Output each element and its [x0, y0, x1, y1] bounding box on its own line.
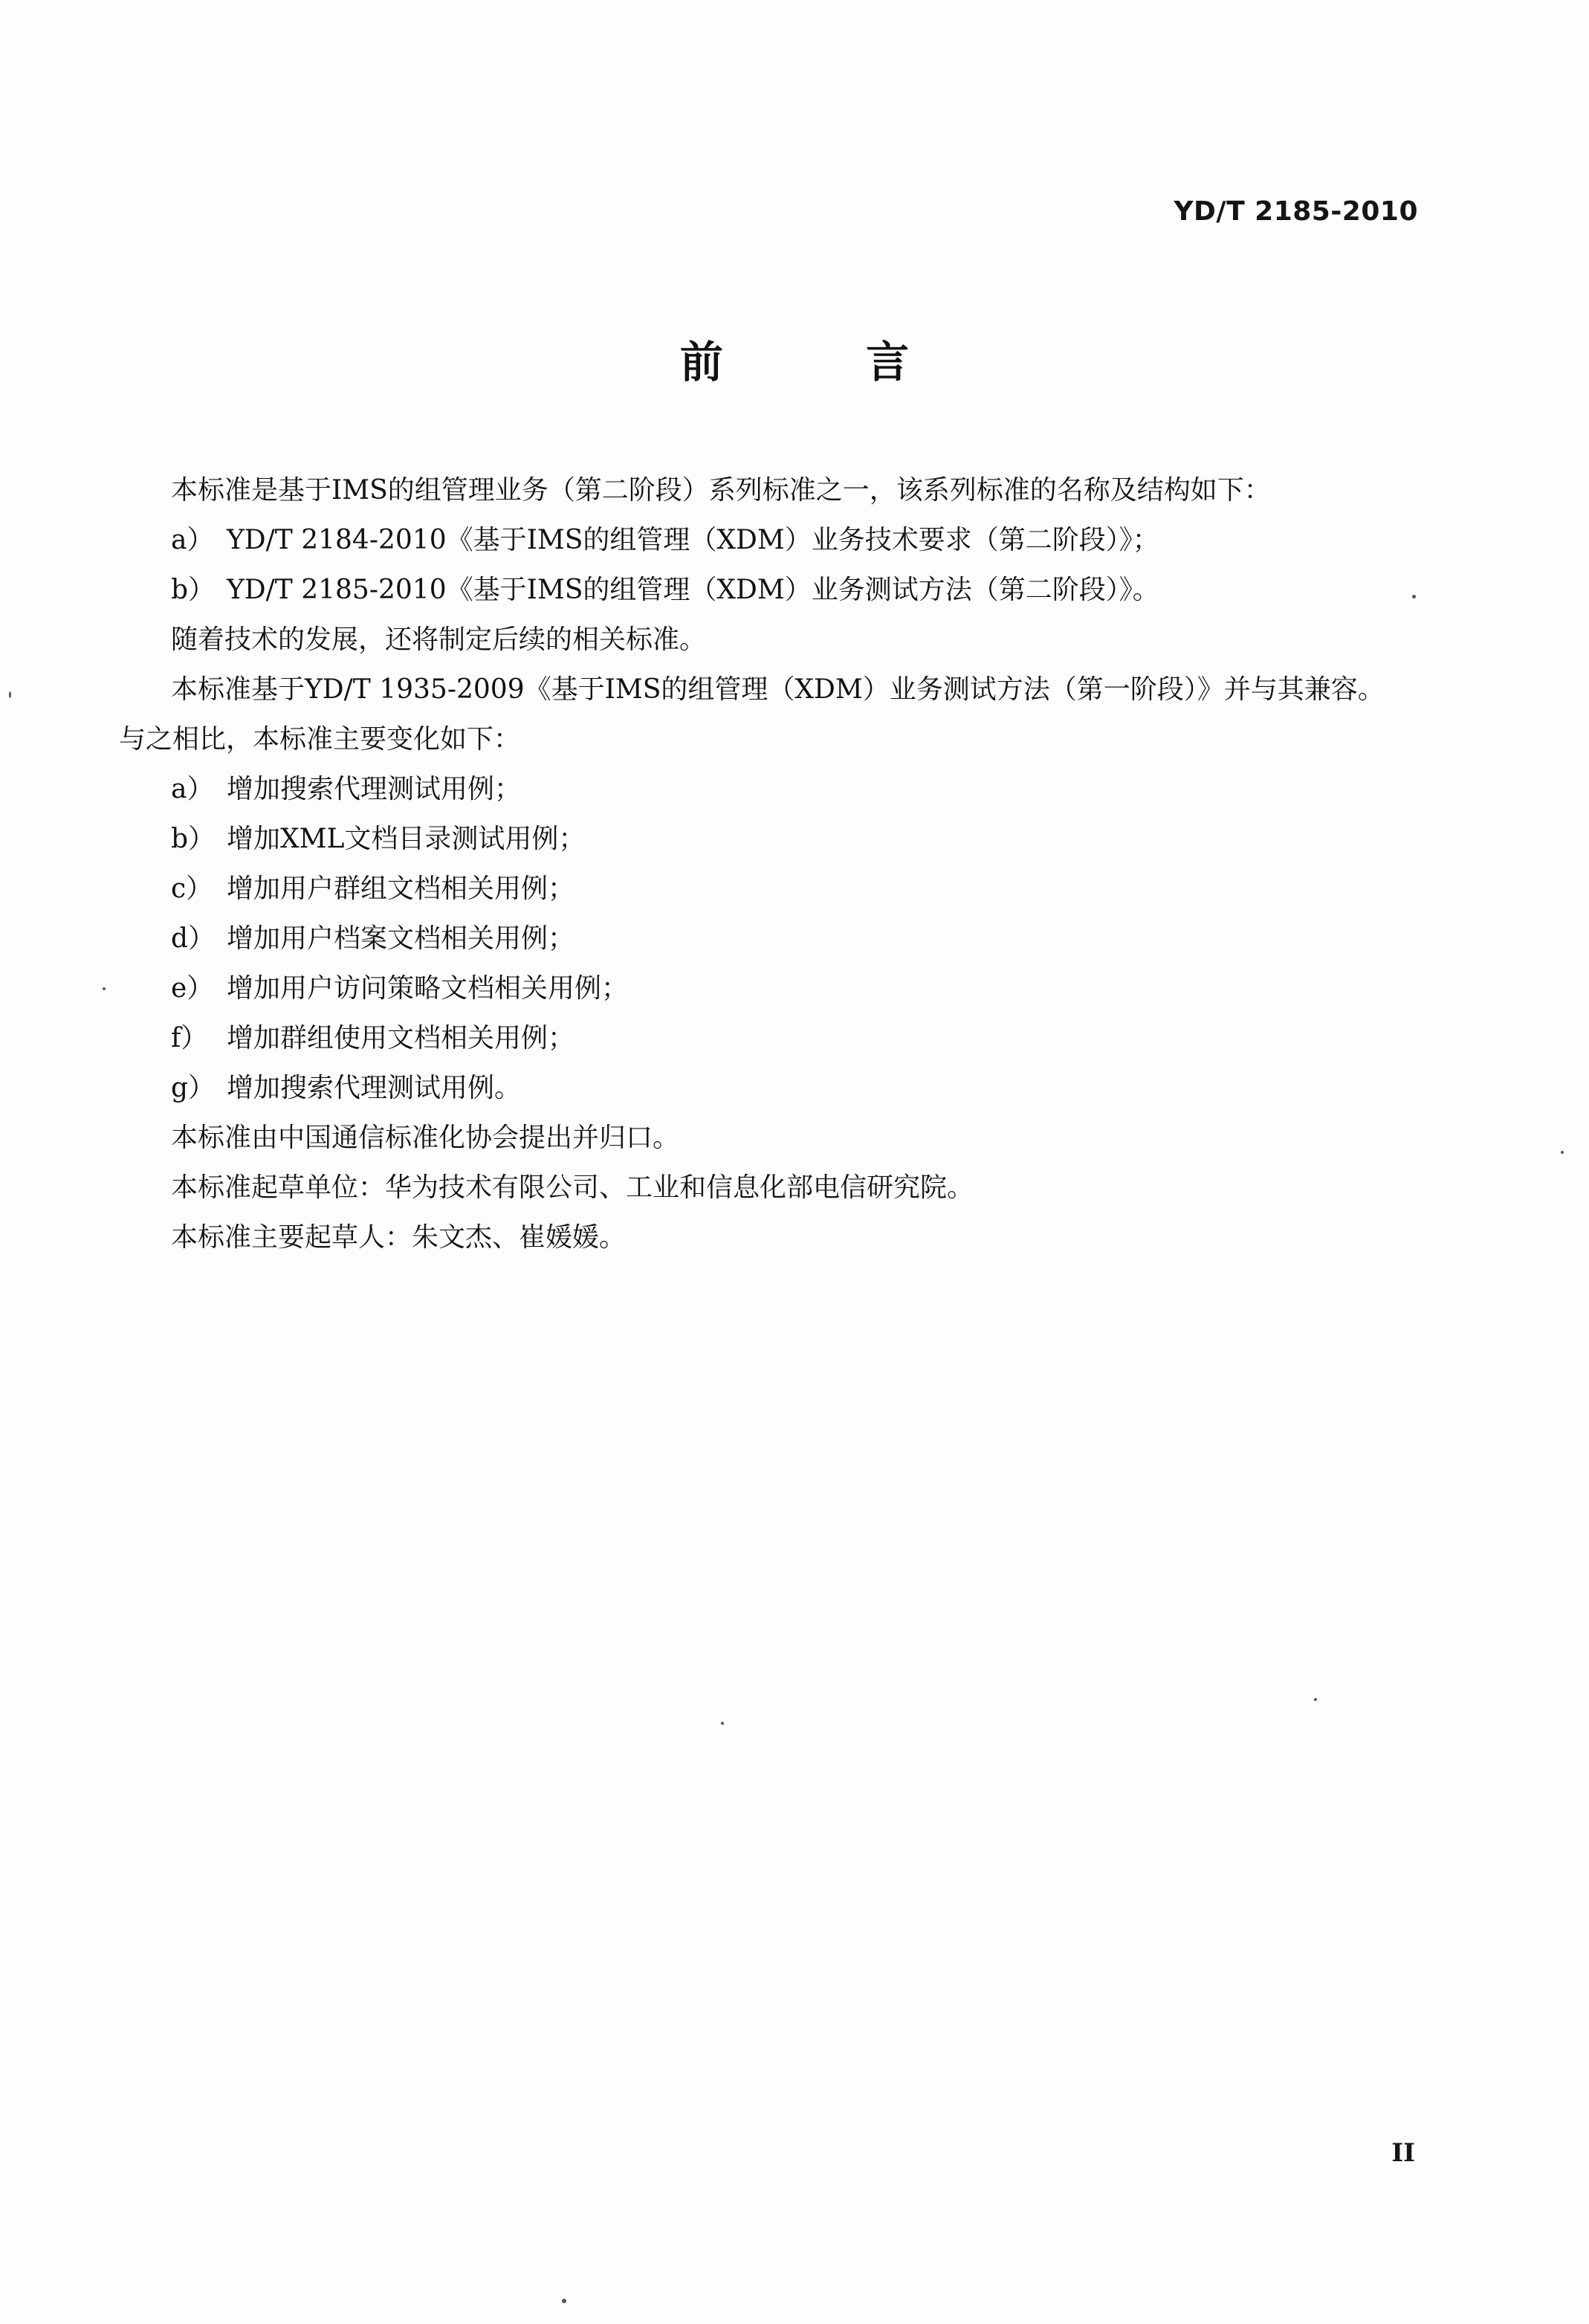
- intro-paragraph: 本标准是基于IMS的组管理业务（第二阶段）系列标准之一，该系列标准的名称及结构如下：: [171, 475, 1271, 506]
- list-text: 增加搜索代理测试用例。: [227, 1073, 522, 1103]
- list-marker: b）: [171, 575, 216, 605]
- list-item: [119, 515, 1427, 565]
- list-text: 增加群组使用文档相关用例；: [227, 1023, 575, 1053]
- list-item: [119, 1013, 1427, 1063]
- list-text: 增加用户档案文档相关用例；: [227, 923, 575, 954]
- list-marker: b）: [171, 824, 216, 854]
- list-marker: c）: [171, 874, 213, 904]
- page-number: II: [1391, 2138, 1415, 2168]
- list-text: YD/T 2185-2010《基于IMS的组管理（XDM）业务测试方法（第二阶段）》。: [227, 575, 1159, 605]
- list-item: [119, 964, 1427, 1013]
- basis-paragraph: 本标准基于YD/T 1935-2009《基于IMS的组管理（XDM）业务测试方法（第一阶段）》并与其兼容。: [171, 674, 1385, 705]
- list-marker: f）: [171, 1023, 208, 1053]
- scan-speck: [1561, 1151, 1564, 1154]
- list-item: [119, 764, 1427, 814]
- drafting-units-paragraph: 本标准起草单位：华为技术有限公司、工业和信息化部电信研究院。: [171, 1172, 974, 1203]
- scan-speck: [562, 2299, 566, 2303]
- list-marker: d）: [171, 923, 216, 954]
- list-item: [119, 814, 1427, 864]
- list-text: 增加XML文档目录测试用例；: [227, 824, 586, 854]
- scan-speck: [9, 691, 11, 698]
- standard-code: YD/T 2185-2010: [1174, 196, 1418, 227]
- list-marker: a）: [171, 525, 214, 555]
- list-item: [119, 1063, 1427, 1113]
- list-text: 增加用户群组文档相关用例；: [227, 874, 575, 904]
- list-item: [119, 864, 1427, 914]
- drafters-paragraph: 本标准主要起草人：朱文杰、崔媛媛。: [171, 1222, 627, 1253]
- followup-paragraph: 随着技术的发展，还将制定后续的相关标准。: [171, 624, 707, 655]
- basis-paragraph-continuation: 与之相比，本标准主要变化如下：: [119, 724, 521, 755]
- page-title: 前 言: [679, 337, 974, 387]
- list-marker: a）: [171, 774, 214, 804]
- scan-speck: [721, 1722, 724, 1725]
- foreword-body: [119, 465, 1427, 1262]
- list-item: [119, 914, 1427, 964]
- scan-speck: [103, 987, 106, 990]
- list-text: 增加用户访问策略文档相关用例；: [227, 973, 629, 1004]
- list-marker: g）: [171, 1073, 216, 1103]
- list-text: 增加搜索代理测试用例；: [227, 774, 522, 804]
- scan-speck: [1412, 595, 1416, 598]
- list-item: [119, 565, 1427, 615]
- list-text: YD/T 2184-2010《基于IMS的组管理（XDM）业务技术要求（第二阶段）》；: [227, 525, 1159, 555]
- proposer-paragraph: 本标准由中国通信标准化协会提出并归口。: [171, 1123, 680, 1153]
- list-marker: e）: [171, 973, 214, 1004]
- scan-speck: [1314, 1698, 1317, 1701]
